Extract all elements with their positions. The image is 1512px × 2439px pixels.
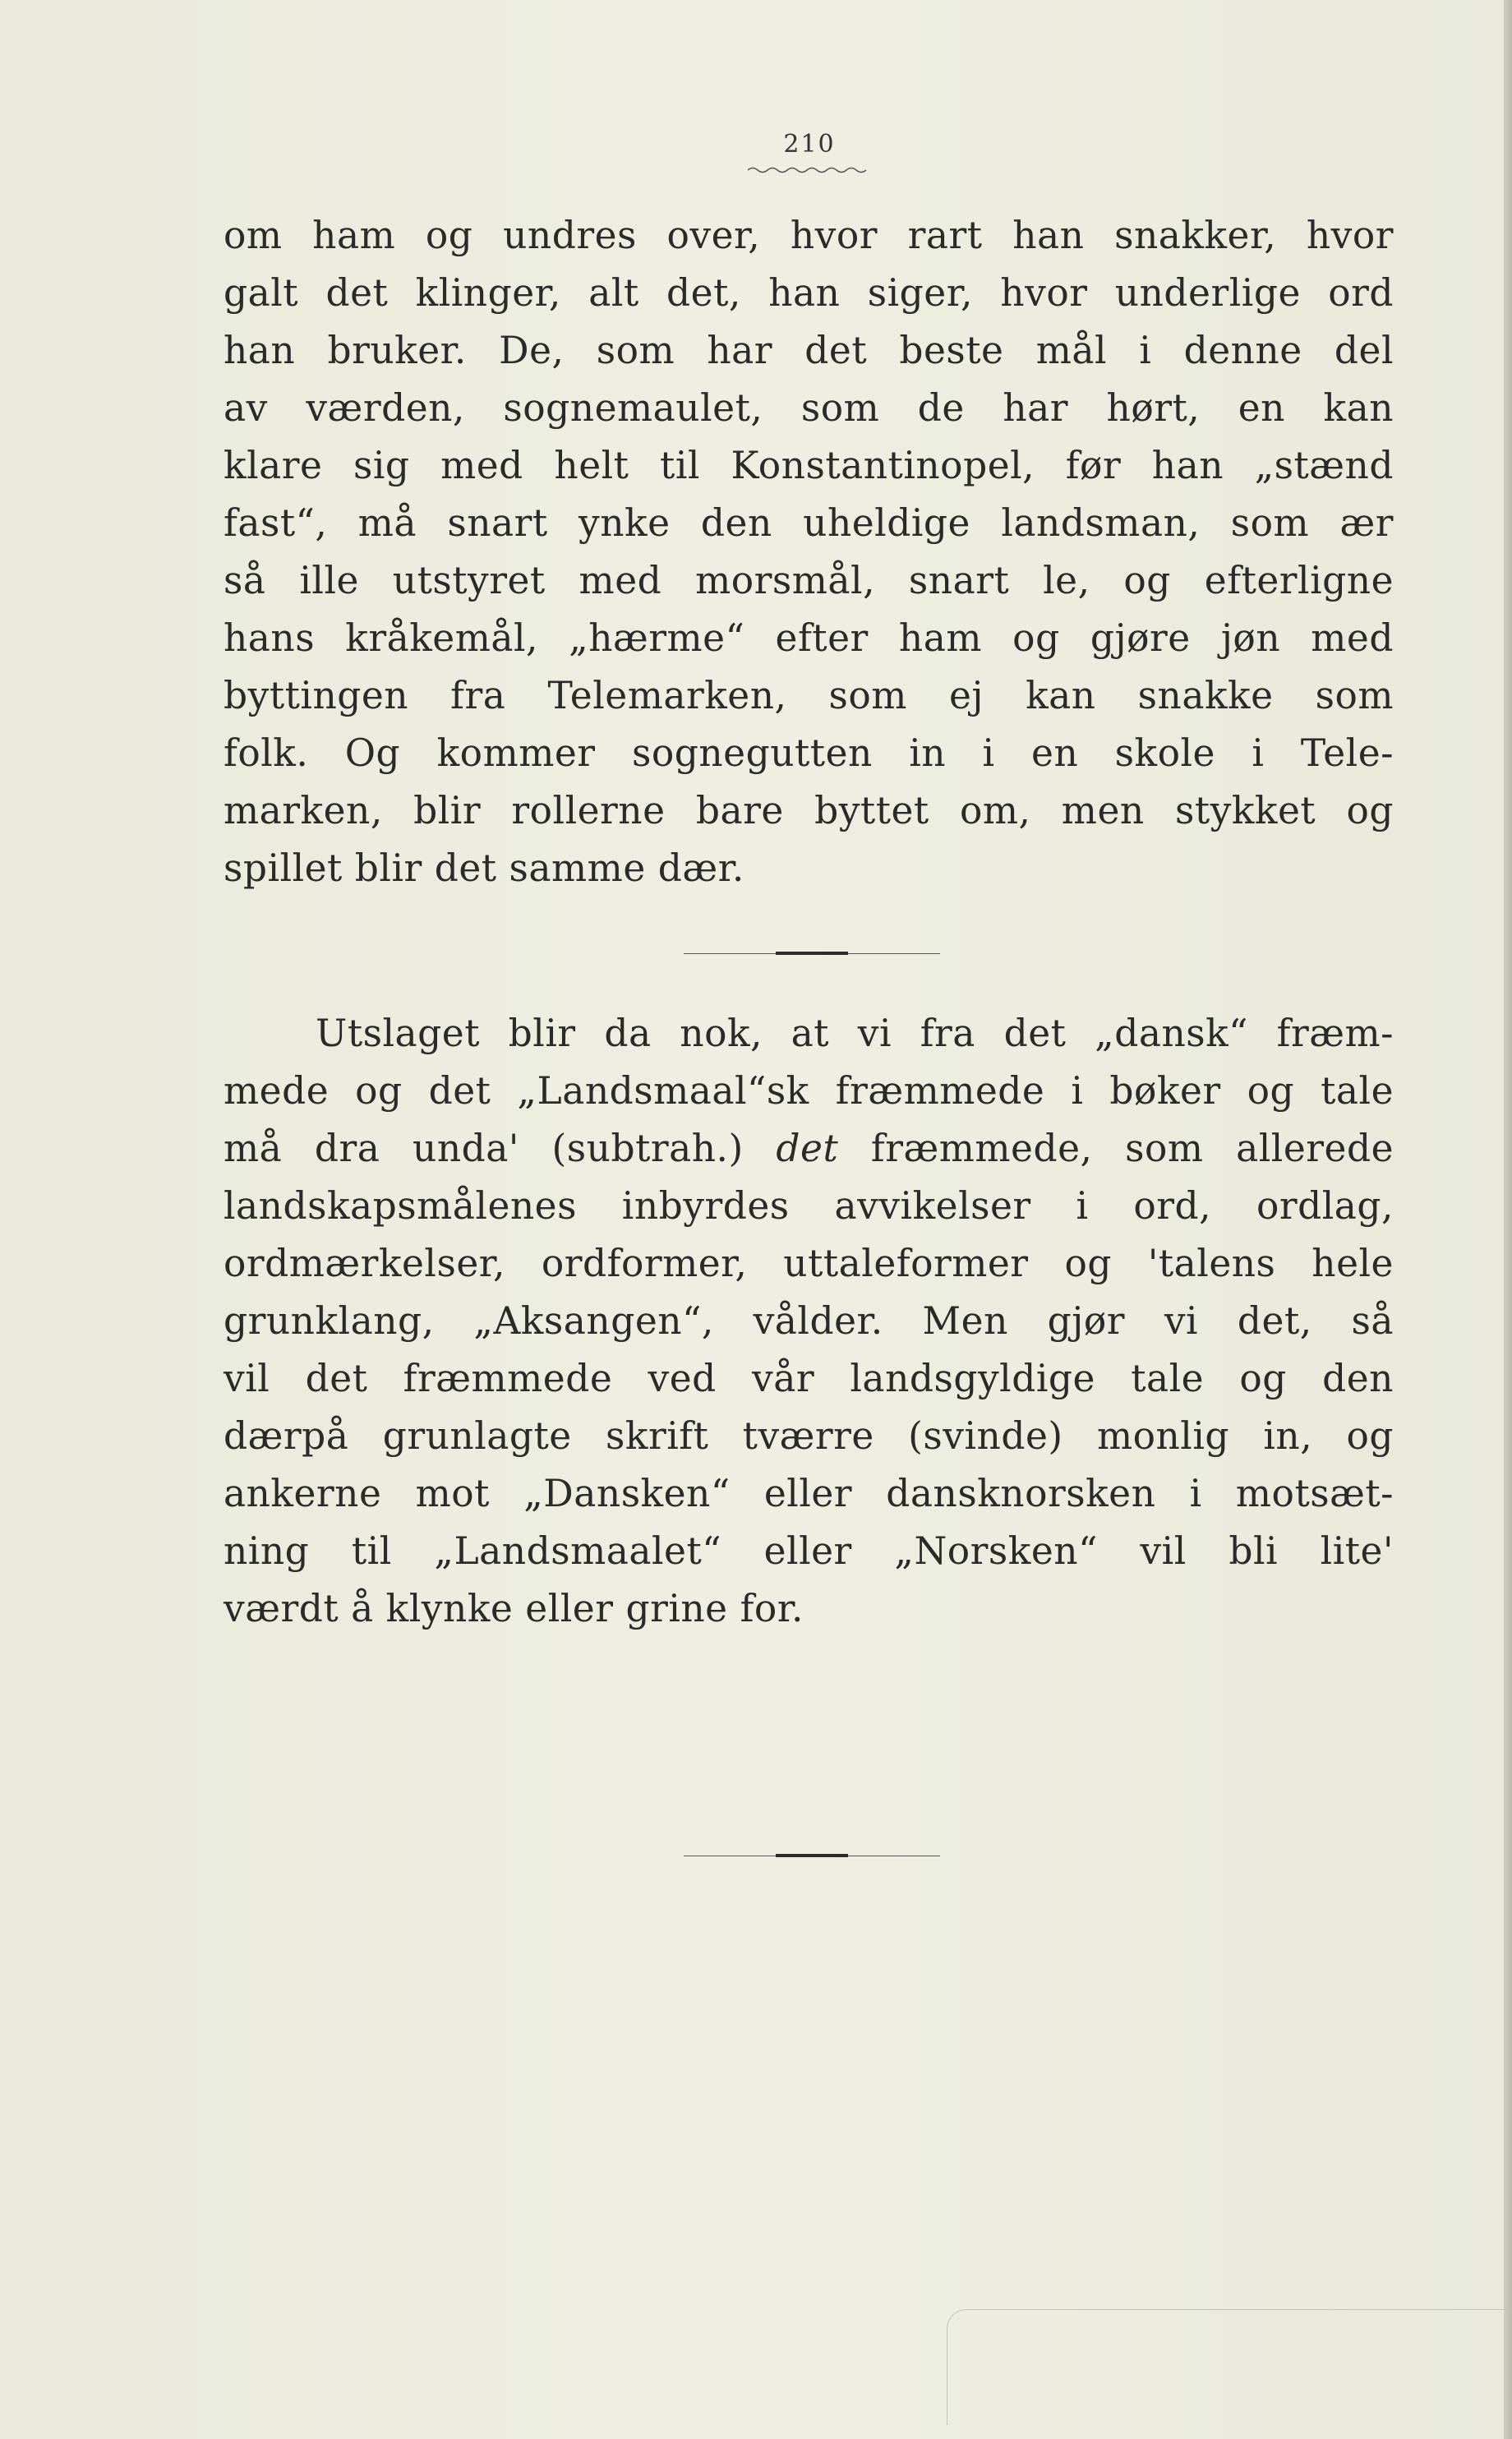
text-line: mede og det „Landsmaal“sk fræmmede i bøker og tale	[224, 1069, 1394, 1113]
text-line: galt det klinger, alt det, han siger, hvor underlige ord	[224, 271, 1394, 315]
page-number: 210	[783, 130, 836, 159]
text-line: byttingen fra Telemarken, som ej kan snakke som	[224, 674, 1394, 717]
text-line: ning til „Landsmaalet“ eller „Norsken“ vil bli lite'	[224, 1529, 1394, 1573]
page-number-ornament	[748, 164, 871, 176]
text-line: hans kråkemål, „hærme“ efter ham og gjøre jøn med	[224, 616, 1394, 660]
text-line: vil det fræmmede ved vår landsgyldige tale og den	[224, 1357, 1394, 1400]
text-line: værdt å klynke eller grine for.	[224, 1587, 804, 1630]
text-line: han bruker. De, som har det beste mål i denne del	[224, 329, 1394, 372]
text-run: må dra unda' (subtrah.)	[224, 1127, 744, 1170]
text-run: fræmmede, som allerede	[870, 1127, 1394, 1170]
text-line: spillet blir det samme dær.	[224, 846, 744, 890]
separator-rule	[776, 952, 848, 955]
paragraph-1	[224, 207, 1394, 897]
text-line: ankerne mot „Dansken“ eller dansknorsken i motsæt-	[224, 1472, 1394, 1515]
separator-rule	[776, 1854, 848, 1857]
text-line: Utslaget blir da nok, at vi fra det „dansk“ fræm-	[316, 1012, 1394, 1055]
text-line: om ham og undres over, hvor rart han snakker, hvor	[224, 214, 1394, 257]
text-line: fast“, må snart ynke den uheldige landsman, som ær	[224, 501, 1394, 545]
page-corner-mark	[947, 2309, 1512, 2425]
section-separator	[684, 1856, 940, 1860]
paragraph-2	[224, 1005, 1394, 1638]
text-line: så ille utstyret med morsmål, snart le, og efterligne	[224, 559, 1394, 602]
text-line: marken, blir rollerne bare byttet om, men stykket og	[224, 789, 1394, 832]
text-line: dærpå grunlagte skrift tværre (svinde) monlig in, og	[224, 1414, 1394, 1458]
text-line: av værden, sognemaulet, som de har hørt, en kan	[224, 386, 1394, 430]
text-line: klare sig med helt til Konstantinopel, før han „stænd	[224, 444, 1394, 487]
text-line: ordmærkelser, ordformer, uttaleformer og 'talens hele	[224, 1242, 1394, 1285]
section-separator	[684, 953, 940, 957]
text-line: landskapsmålenes inbyrdes avvikelser i ord, ordlag,	[224, 1184, 1394, 1228]
emphasized-word: det	[776, 1127, 839, 1170]
text-line: folk. Og kommer sognegutten in i en skole i Tele-	[224, 731, 1394, 775]
page-edge-shadow	[1504, 0, 1512, 2439]
text-line-mixed	[224, 1120, 1394, 1178]
text-line: grunklang, „Aksangen“, vålder. Men gjør vi det, så	[224, 1299, 1394, 1343]
